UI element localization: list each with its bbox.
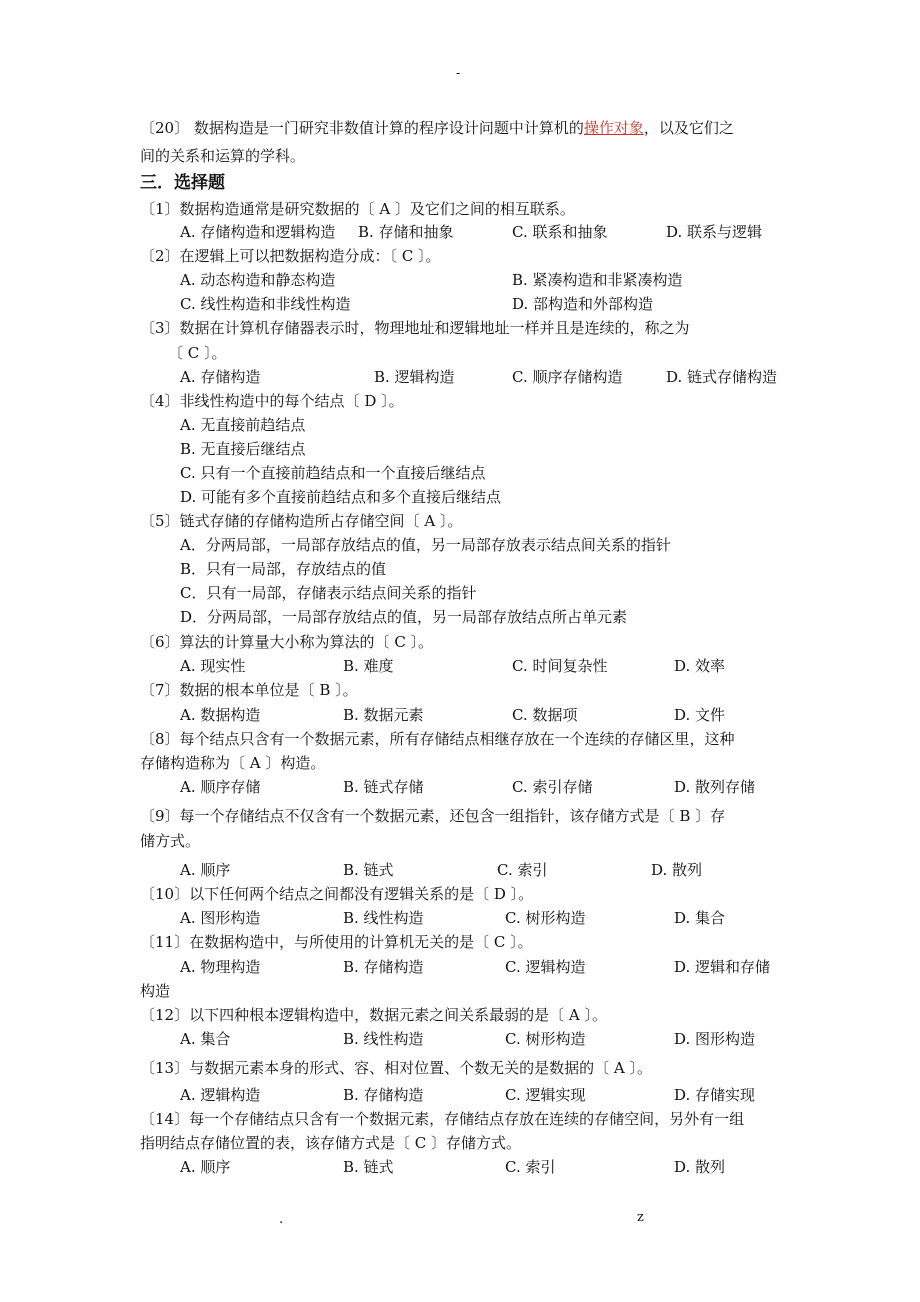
question-7-option-c: C. 数据项: [512, 706, 578, 724]
question-4-option-a: A. 无直接前趋结点: [180, 416, 306, 434]
question-3-stem: 〔3〕数据在计算机存储器表示时，物理地址和逻辑地址一样并且是连续的，称之为: [140, 319, 690, 337]
question-10-option-a: A. 图形构造: [180, 909, 261, 927]
question-3-option-d: D. 链式存储构造: [666, 368, 778, 386]
question-10-stem: 〔10〕以下任何两个结点之间都没有逻辑关系的是〔 D 〕。: [140, 885, 534, 903]
question-5-option-a: A．分两局部，一局部存放结点的值，另一局部存放表示结点间关系的指针: [180, 536, 671, 554]
question-12-option-c: C. 树形构造: [505, 1030, 586, 1048]
question-12-option-a: A. 集合: [180, 1030, 231, 1048]
question-4-option-d: D. 可能有多个直接前趋结点和多个直接后继结点: [180, 488, 502, 506]
question-5-option-b: B．只有一局部，存放结点的值: [180, 560, 387, 578]
question-6-option-d: D. 效率: [674, 657, 726, 675]
question-11-option-c: C. 逻辑构造: [505, 958, 586, 976]
question-2-stem: 〔2〕在逻辑上可以把数据构造分成：〔 C 〕。: [140, 247, 441, 265]
question-4-option-b: B. 无直接后继结点: [180, 440, 306, 458]
question-9-stem-cont: 储方式。: [140, 832, 201, 850]
question-6-option-b: B. 难度: [343, 657, 394, 675]
question-11-option-a: A. 物理构造: [180, 958, 261, 976]
question-6-option-c: C. 时间复杂性: [512, 657, 608, 675]
question-7-option-b: B. 数据元素: [343, 706, 424, 724]
intro-line-1: [140, 118, 734, 138]
question-10-option-b: B. 线性构造: [343, 909, 424, 927]
question-10-option-d: D. 集合: [674, 909, 726, 927]
question-7-option-a: A. 数据构造: [180, 706, 261, 724]
question-6-option-a: A. 现实性: [180, 657, 246, 675]
question-3-option-c: C. 顺序存储构造: [512, 368, 623, 386]
question-14-option-b: B. 链式: [343, 1158, 394, 1176]
intro-line-2: 间的关系和运算的学科。: [140, 147, 306, 165]
question-13-option-a: A. 逻辑构造: [180, 1086, 261, 1104]
question-11-option-d-wrap: 构造: [140, 982, 171, 1000]
question-13-option-b: B. 存储构造: [343, 1086, 424, 1104]
question-3-option-b: B. 逻辑构造: [374, 368, 455, 386]
question-3-stem-cont: 〔 C 〕。: [168, 344, 227, 362]
question-8-option-a: A. 顺序存储: [180, 778, 261, 796]
question-3-option-a: A. 存储构造: [180, 368, 261, 386]
question-1-stem: 〔1〕数据构造通常是研究数据的〔 A 〕及它们之间的相互联系。: [140, 200, 575, 218]
question-6-stem: 〔6〕算法的计算量大小称为算法的〔 C 〕。: [140, 633, 434, 651]
question-9-option-a: A. 顺序: [180, 861, 231, 879]
intro-text-before: 〔20〕 数据构造是一门研究非数值计算的程序设计问题中计算机的: [140, 119, 584, 137]
question-7-option-d: D. 文件: [674, 706, 726, 724]
question-10-option-c: C. 树形构造: [505, 909, 586, 927]
question-2-option-d: D. 部构造和外部构造: [512, 295, 654, 313]
header-mark: -: [456, 66, 461, 81]
question-9-option-b: B. 链式: [343, 861, 394, 879]
question-5-stem: 〔5〕链式存储的存储构造所占存储空间〔 A 〕。: [140, 512, 463, 530]
question-8-option-b: B. 链式存储: [343, 778, 424, 796]
question-14-option-d: D. 散列: [674, 1158, 726, 1176]
question-11-stem: 〔11〕在数据构造中，与所使用的计算机无关的是〔 C 〕。: [140, 933, 533, 951]
question-4-stem: 〔4〕非线性构造中的每个结点〔 D 〕。: [140, 392, 404, 410]
question-4-option-c: C. 只有一个直接前趋结点和一个直接后继结点: [180, 464, 486, 482]
question-1-option-b: B. 存储和抽象: [358, 223, 454, 241]
section-title: 三．选择题: [140, 173, 225, 193]
question-1-option-d: D. 联系与逻辑: [666, 223, 763, 241]
question-5-option-c: C．只有一局部，存储表示结点间关系的指针: [180, 584, 477, 602]
question-2-option-a: A. 动态构造和静态构造: [180, 271, 336, 289]
question-14-stem: 〔14〕每一个存储结点只含有一个数据元素，存储结点存放在连续的存储空间，另外有一组: [140, 1110, 745, 1128]
question-13-option-d: D. 存储实现: [674, 1086, 756, 1104]
question-9-option-d: D. 散列: [651, 861, 703, 879]
operation-object-link[interactable]: 操作对象: [583, 119, 644, 137]
question-14-stem-cont: 指明结点存储位置的表，该存储方式是〔 C 〕存储方式。: [140, 1134, 522, 1152]
question-11-option-b: B. 存储构造: [343, 958, 424, 976]
question-12-stem: 〔12〕以下四种根本逻辑构造中，数据元素之间关系最弱的是〔 A 〕。: [140, 1006, 607, 1024]
footer-right-mark: z: [637, 1210, 644, 1225]
question-8-option-c: C. 索引存储: [512, 778, 593, 796]
question-11-option-d: D. 逻辑和存储: [674, 958, 771, 976]
question-14-option-a: A. 顺序: [180, 1158, 231, 1176]
question-1-option-c: C. 联系和抽象: [512, 223, 608, 241]
question-1-option-a: A. 存储构造和逻辑构造: [180, 223, 336, 241]
question-8-option-d: D. 散列存储: [674, 778, 756, 796]
question-14-option-c: C. 索引: [505, 1158, 556, 1176]
question-12-option-b: B. 线性构造: [343, 1030, 424, 1048]
question-12-option-d: D. 图形构造: [674, 1030, 756, 1048]
question-2-option-b: B. 紧凑构造和非紧凑构造: [512, 271, 683, 289]
footer-left-mark: .: [279, 1212, 284, 1227]
question-2-option-c: C. 线性构造和非线性构造: [180, 295, 351, 313]
question-9-stem: 〔9〕每一个存储结点不仅含有一个数据元素，还包含一组指针，该存储方式是〔 B 〕存: [140, 807, 726, 825]
question-5-option-d: D．分两局部，一局部存放结点的值，另一局部存放结点所占单元素: [180, 608, 628, 626]
question-13-stem: 〔13〕与数据元素本身的形式、容、相对位置、个数无关的是数据的〔 A 〕。: [140, 1059, 652, 1077]
question-7-stem: 〔7〕数据的根本单位是〔 B 〕。: [140, 681, 358, 699]
question-9-option-c: C. 索引: [497, 861, 548, 879]
question-8-stem: 〔8〕每个结点只含有一个数据元素，所有存储结点相继存放在一个连续的存储区里，这种: [140, 730, 735, 748]
question-8-stem-cont: 存储构造称为〔 A 〕构造。: [140, 754, 326, 772]
question-13-option-c: C. 逻辑实现: [505, 1086, 586, 1104]
intro-text-after: ，以及它们之: [643, 119, 734, 137]
